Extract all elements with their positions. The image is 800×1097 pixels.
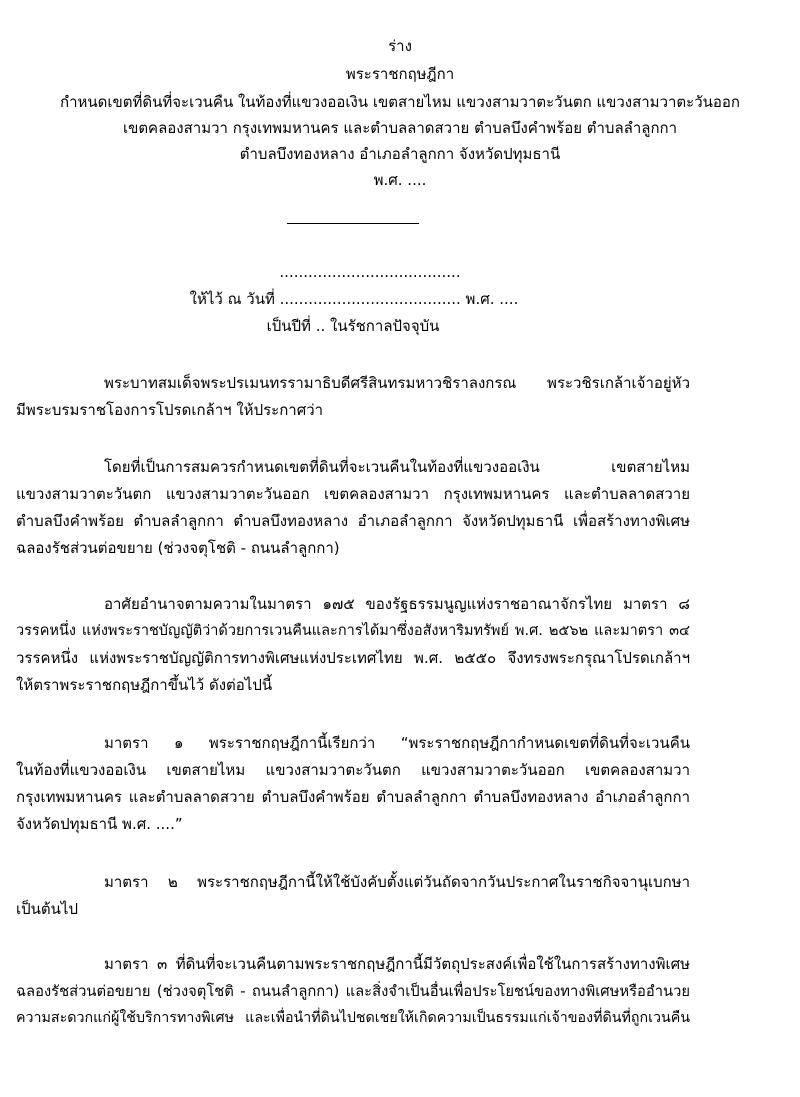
paragraph-line: ตำบลบึงคำพร้อย ตำบลลำลูกกา ตำบลบึงทองหลาง อำเภอลำลูกกา จังหวัดปทุมธานี เพื่อสร้างทางพิเศษ	[16, 512, 690, 530]
whereas-paragraph	[16, 454, 690, 562]
paragraph-line: มาตรา ๓ ที่ดินที่จะเวนคืนตามพระราชกฤษฎีกานี้มีวัตถุประสงค์เพื่อใช้ในการสร้างทางพิเศษ	[104, 955, 690, 973]
document-title	[0, 89, 800, 193]
doc-type-heading: พระราชกฤษฎีกา	[345, 65, 455, 83]
section-3-paragraph	[16, 951, 690, 1032]
paragraph-line: เป็นต้นไป	[16, 900, 78, 918]
paragraph-line: วรรคหนึ่ง แห่งพระราชบัญญัติว่าด้วยการเวนคืนและการได้มาซึ่งอสังหาริมทรัพย์ พ.ศ. ๒๕๖๒ และมาตรา ๓๔	[16, 623, 690, 639]
paragraph-line: โดยที่เป็นการสมควรกำหนดเขตที่ดินที่จะเวนคืนในท้องที่แขวงออเงิน เขตสายไหม	[104, 458, 690, 476]
preamble-paragraph	[16, 370, 690, 424]
paragraph-line: มีพระบรมราชโองการโปรดเกล้าฯ ให้ประกาศว่า	[16, 401, 324, 419]
paragraph-line: มาตรา ๑ พระราชกฤษฎีกานี้เรียกว่า “พระราชกฤษฎีกากำหนดเขตที่ดินที่จะเวนคืน	[104, 734, 690, 752]
paragraph-line: ให้ตราพระราชกฤษฎีกาขึ้นไว้ ดังต่อไปนี้	[16, 676, 273, 694]
paragraph-line: ฉลองรัชส่วนต่อขยาย (ช่วงจตุโชติ - ถนนลำลูกกา)	[16, 539, 340, 557]
section-1-paragraph	[16, 730, 690, 838]
paragraph-line: ความสะดวกแก่ผู้ใช้บริการทางพิเศษ และเพื่อนำที่ดินไปชดเชยให้เกิดความเป็นธรรมแก่เจ้าของที่ดินที่ถูกเวนคืน	[16, 1010, 690, 1026]
paragraph-line: ฉลองรัชส่วนต่อขยาย (ช่วงจตุโชติ - ถนนลำลูกกา) และสิ่งจำเป็นอื่นเพื่อประโยชน์ของทางพิเศษหรืออำนวย	[16, 983, 690, 1000]
given-date: ให้ไว้ ณ วันที่ ...................................... พ.ศ. ....	[189, 290, 519, 308]
paragraph-line: มาตรา ๒ พระราชกฤษฎีกานี้ให้ใช้บังคับตั้งแต่วันถัดจากวันประกาศในราชกิจจานุเบกษา	[104, 873, 690, 891]
signature-dots: ......................................	[279, 263, 461, 281]
paragraph-line: จังหวัดปทุมธานี พ.ศ. ....”	[16, 815, 183, 833]
authority-paragraph	[16, 591, 690, 699]
draft-label: ร่าง	[388, 37, 412, 55]
title-year: พ.ศ. ....	[373, 171, 427, 189]
paragraph-line: แขวงสามวาตะวันตก แขวงสามวาตะวันออก เขตคลองสามวา กรุงเทพมหานคร และตำบลลาดสวาย	[16, 485, 690, 503]
paragraph-line: กรุงเทพมหานคร และตำบลลาดสวาย ตำบลบึงคำพร้อย ตำบลลำลูกกา ตำบลบึงทองหลาง อำเภอลำลูกกา	[16, 788, 690, 806]
paragraph-line: ในท้องที่แขวงออเงิน เขตสายไหม แขวงสามวาตะวันตก แขวงสามวาตะวันออก เขตคลองสามวา	[16, 761, 690, 779]
section-2-paragraph	[16, 869, 690, 923]
title-line: เขตคลองสามวา กรุงเทพมหานคร และตำบลลาดสวาย ตำบลบึงคำพร้อย ตำบลลำลูกกา	[122, 119, 678, 137]
title-divider	[287, 223, 419, 224]
title-line: ตำบลบึงทองหลาง อำเภอลำลูกกา จังหวัดปทุมธานี	[239, 145, 561, 163]
paragraph-line: พระบาทสมเด็จพระปรเมนทรรามาธิบดีศรีสินทรมหาวชิราลงกรณ พระวชิรเกล้าเจ้าอยู่หัว	[104, 374, 690, 392]
paragraph-line: วรรคหนึ่ง แห่งพระราชบัญญัติการทางพิเศษแห่งประเทศไทย พ.ศ. ๒๕๕๐ จึงทรงพระกรุณาโปรดเกล้าฯ	[16, 649, 690, 667]
reign-year: เป็นปีที่ .. ในรัชกาลปัจจุบัน	[266, 317, 440, 335]
paragraph-line: อาศัยอำนาจตามความในมาตรา ๑๗๕ ของรัฐธรรมนูญแห่งราชอาณาจักรไทย มาตรา ๘	[104, 595, 690, 613]
title-line: กำหนดเขตที่ดินที่จะเวนคืน ในท้องที่แขวงออเงิน เขตสายไหม แขวงสามวาตะวันตก แขวงสามวาตะวันออก	[59, 93, 740, 111]
